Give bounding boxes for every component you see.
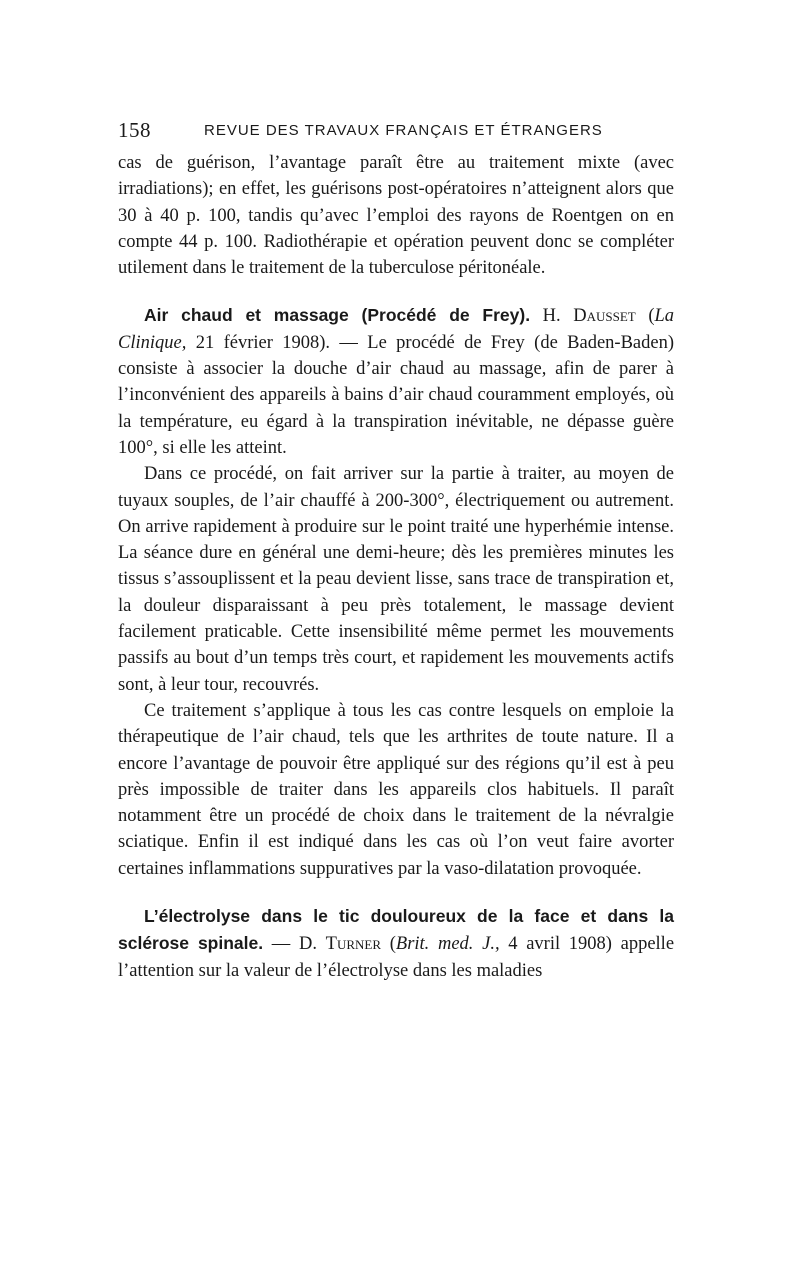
- author-initial: H.: [542, 306, 561, 327]
- running-title: REVUE DES TRAVAUX FRANÇAIS ET ÉTRANGERS: [204, 122, 603, 139]
- section-spacer: [118, 281, 674, 302]
- section-electrolyse-lead: [118, 903, 674, 984]
- paragraph-procede: Dans ce procédé, on fait arriver sur la partie à traiter, au moyen de tuyaux souples, de l’air chauffé à 200-300°, électriquement ou autrement. On arrive rapidement à produire sur le point traité une hyperhémie intense. La séance dure en général une demi-heure; dès les premières minutes les tissus s’assouplissent et la peau devient lisse, sans trace de transpiration et, la douleur disparaissant à peu près totalement, le massage devient facilement praticable. Cette insensibilité même permet les mouvements passifs au bout d’un temps très court, et rapidement les mouvements actifs sont, à leur tour, recouvrés.: [118, 464, 674, 695]
- page-number: 158: [118, 118, 151, 142]
- author-initial: D.: [298, 934, 317, 955]
- page: [118, 118, 674, 984]
- section-lead-text: appelle l’attention sur la valeur de l’électrolyse dans les maladies: [118, 934, 675, 981]
- source-open: (: [389, 934, 396, 955]
- dash: —: [271, 934, 291, 955]
- source-journal: Brit. med. J.,: [395, 934, 500, 955]
- section-title-air-chaud: Air chaud et massage (Procédé de Frey).: [144, 305, 531, 326]
- source-date: 21 février 1908).: [195, 332, 331, 353]
- paragraph-continued: cas de guérison, l’avantage paraît être au traitement mixte (avec irradiations); en effet, les guérisons post-opératoires n’atteignent alors que 30 à 40 p. 100, tandis qu’avec l’emploi des rayons de Roentgen on en compte 44 p. 100. Radiothérapie et opération peuvent donc se compléter utilement dans le traitement de la tuberculose péritonéale.: [118, 153, 674, 279]
- running-header: [118, 118, 674, 142]
- source-date: 4 avril 1908): [508, 934, 612, 955]
- section-title-electrolyse: L’électrolyse dans le tic douloureux de la face et dans la sclérose spinale.: [118, 906, 674, 954]
- section-spacer: [118, 882, 674, 903]
- section-air-chaud-lead: [118, 302, 674, 461]
- author-name: Dausset: [573, 306, 636, 327]
- source-open: (: [648, 306, 655, 327]
- author-name: Turner: [325, 934, 382, 955]
- section-lead-text: — Le procédé de Frey (de Baden-Baden) consiste à associer la douche d’air chaud au massage, afin de parer à l’inconvénient des appareils à bains d’air chaud couramment employés, où la température, eu égard à la transpiration inévitable, ne dépasse guère 100°, si elle les atteint.: [118, 332, 675, 458]
- source-journal: La Clinique,: [118, 306, 675, 353]
- paragraph-traitement: Ce traitement s’applique à tous les cas contre lesquels on emploie la thérapeutique de l’air chaud, tels que les arthrites de toute nature. Il a encore l’avantage de pouvoir être appliqué sur des régions qu’il est à peu près impossible de traiter dans les appareils clos habituels. Il paraît notamment être un procédé de choix dans le traitement de la névralgie sciatique. Enfin il est indiqué dans les cas où l’on veut faire avorter certaines inflammations suppuratives par la vaso-dilatation provoquée.: [118, 700, 674, 879]
